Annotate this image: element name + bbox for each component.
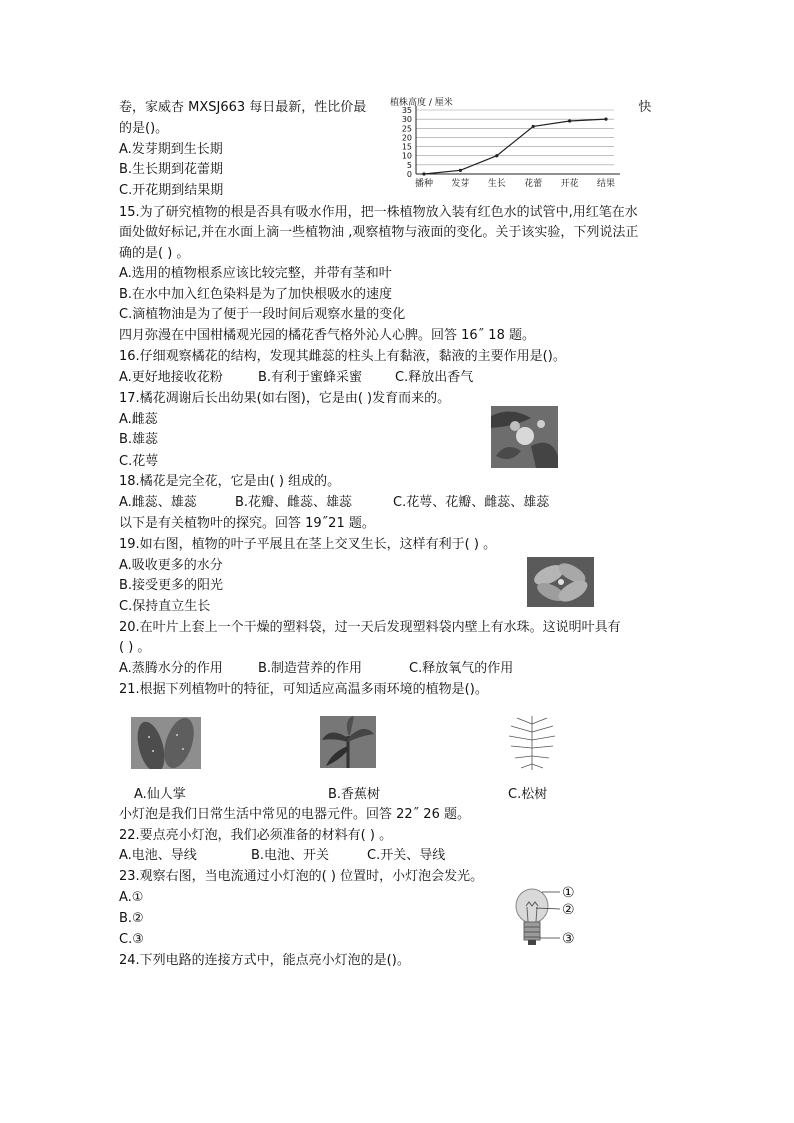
q22-option-a: A.电池、导线 xyxy=(119,848,197,863)
y-tick-label: 5 xyxy=(406,160,412,170)
q17-option-b: B.雄蕊 xyxy=(119,432,159,447)
q18-text: 18.橘花是完全花，它是由( ) 组成的。 xyxy=(119,474,341,489)
bulb-label-2: ② xyxy=(562,902,575,918)
q15-option-b: B.在水中加入红色染料是为了加快根吸水的速度 xyxy=(119,287,393,302)
x-tick-label: 开花 xyxy=(560,179,579,189)
q20-option-a: A.蒸腾水分的作用 xyxy=(119,661,223,676)
q14-option-a: A.发芽期到生长期 xyxy=(119,142,223,157)
leaf-arrangement-photo xyxy=(527,557,594,607)
x-tick-label: 结果 xyxy=(596,179,616,189)
q16-option-a: A.更好地接收花粉 xyxy=(119,370,223,385)
q15-text-line2: 面处做好标记,并在水面上滴一些植物油 ,观察植物与液面的变化。关于该实验，下列说法正 xyxy=(119,225,639,240)
q14-text-right: :快 xyxy=(634,100,652,115)
q23-option-b: B.② xyxy=(119,911,144,926)
x-tick-label: 发芽 xyxy=(451,179,470,189)
q18-option-a: A.雌蕊、雄蕊 xyxy=(119,495,197,510)
bulb-label-1: ① xyxy=(562,885,575,901)
q20-text-line1: 20.在叶片上套上一个干燥的塑料袋，过一天后发现塑料袋内壁上有水珠。这说明叶具有 xyxy=(119,620,621,635)
q21-text: 21.根据下列植物叶的特征，可知适应高温多雨环境的植物是()。 xyxy=(119,682,488,697)
light-bulb-diagram xyxy=(512,880,584,950)
x-tick-label: 生长 xyxy=(487,179,506,189)
y-axis-label: 植株高度 / 厘米 xyxy=(390,98,453,108)
y-tick-label: 20 xyxy=(401,133,412,143)
height-data-point xyxy=(568,119,571,122)
q22-option-b: B.电池、开关 xyxy=(251,848,330,863)
q19-text: 19.如右图，植物的叶子平展且在茎上交叉生长，这样有利于( ) 。 xyxy=(119,537,497,552)
plant-height-chart xyxy=(390,96,638,192)
q22-text: 22.要点亮小灯泡，我们必须准备的材料有( ) 。 xyxy=(119,828,393,843)
y-tick-label: 0 xyxy=(406,170,412,179)
q15-text-line3: 确的是( ) 。 xyxy=(119,246,190,261)
q21-option-b: B.香蕉树 xyxy=(328,787,381,802)
q20-option-b: B.制造营养的作用 xyxy=(258,661,363,676)
q20-option-c: C.释放氧气的作用 xyxy=(409,661,514,676)
q15-text-line1: 15.为了研究植物的根是否具有吸水作用，把一株植物放入装有红色水的试管中,用红笔在水 xyxy=(119,205,638,220)
q14-text-left: 卷，家威杏 MXSJ663 每日最新，性比价最 xyxy=(119,100,367,115)
q24-text: 24.下列电路的连接方式中，能点亮小灯泡的是()。 xyxy=(119,953,410,968)
height-data-point xyxy=(604,118,607,121)
x-tick-label: 播种 xyxy=(414,179,434,189)
q21-option-a: A.仙人掌 xyxy=(134,787,186,802)
y-tick-label: 35 xyxy=(401,106,412,115)
q18-option-c: C.花萼、花瓣、雌蕊、雄蕊 xyxy=(393,495,550,510)
intro-19-21: 以下是有关植物叶的探究。回答 19˝21 题。 xyxy=(119,516,375,531)
height-data-point xyxy=(495,154,498,157)
bulb-label-3: ③ xyxy=(562,931,575,947)
q16-text: 16.仔细观察橘花的结构，发现其雌蕊的柱头上有黏液，黏液的主要作用是()。 xyxy=(119,349,566,364)
q15-option-c: C.滴植物油是为了便于一段时间后观察水量的变化 xyxy=(119,307,406,322)
young-fruit-photo xyxy=(491,406,558,468)
q19-option-c: C.保持直立生长 xyxy=(119,599,211,614)
q18-option-b: B.花瓣、雌蕊、雄蕊 xyxy=(235,495,353,510)
q23-option-c: C.③ xyxy=(119,932,144,947)
q23-option-a: A.① xyxy=(119,890,144,905)
cactus-photo xyxy=(131,717,201,769)
x-tick-label: 花蕾 xyxy=(524,179,543,189)
height-data-point xyxy=(459,169,462,172)
intro-16-18: 四月弥漫在中国柑橘观光园的橘花香气格外沁人心脾。回答 16˝ 18 题。 xyxy=(119,328,535,343)
q21-option-c: C.松树 xyxy=(508,787,548,802)
q14-text-line2: 的是()。 xyxy=(119,121,169,136)
q19-option-b: B.接受更多的阳光 xyxy=(119,578,224,593)
pine-needles-photo xyxy=(505,714,559,772)
q17-text: 17.橘花凋谢后长出幼果(如右图)，它是由( )发育而来的。 xyxy=(119,391,451,406)
banana-tree-photo xyxy=(320,716,376,768)
y-tick-label: 15 xyxy=(401,142,412,152)
height-data-point xyxy=(532,125,535,128)
q16-option-b: B.有利于蜜蜂采蜜 xyxy=(258,370,363,385)
q16-option-c: C.释放出香气 xyxy=(395,370,474,385)
q14-option-b: B.生长期到花蕾期 xyxy=(119,162,224,177)
q19-option-a: A.吸收更多的水分 xyxy=(119,558,223,573)
y-tick-label: 10 xyxy=(401,151,412,161)
q22-option-c: C.开关、导线 xyxy=(367,848,446,863)
y-tick-label: 25 xyxy=(401,124,412,134)
q20-text-line2: ( ) 。 xyxy=(119,640,151,655)
q17-option-c: C.花萼 xyxy=(119,454,159,469)
intro-22-26: 小灯泡是我们日常生活中常见的电器元件。回答 22˝ 26 题。 xyxy=(119,807,470,822)
q15-option-a: A.选用的植物根系应该比较完整，并带有茎和叶 xyxy=(119,266,392,281)
height-data-point xyxy=(422,172,425,175)
q23-text: 23.观察右图，当电流通过小灯泡的( ) 位置时，小灯泡会发光。 xyxy=(119,869,484,884)
q14-option-c: C.开花期到结果期 xyxy=(119,183,224,198)
q17-option-a: A.雌蕊 xyxy=(119,412,158,427)
y-tick-label: 30 xyxy=(401,115,412,125)
